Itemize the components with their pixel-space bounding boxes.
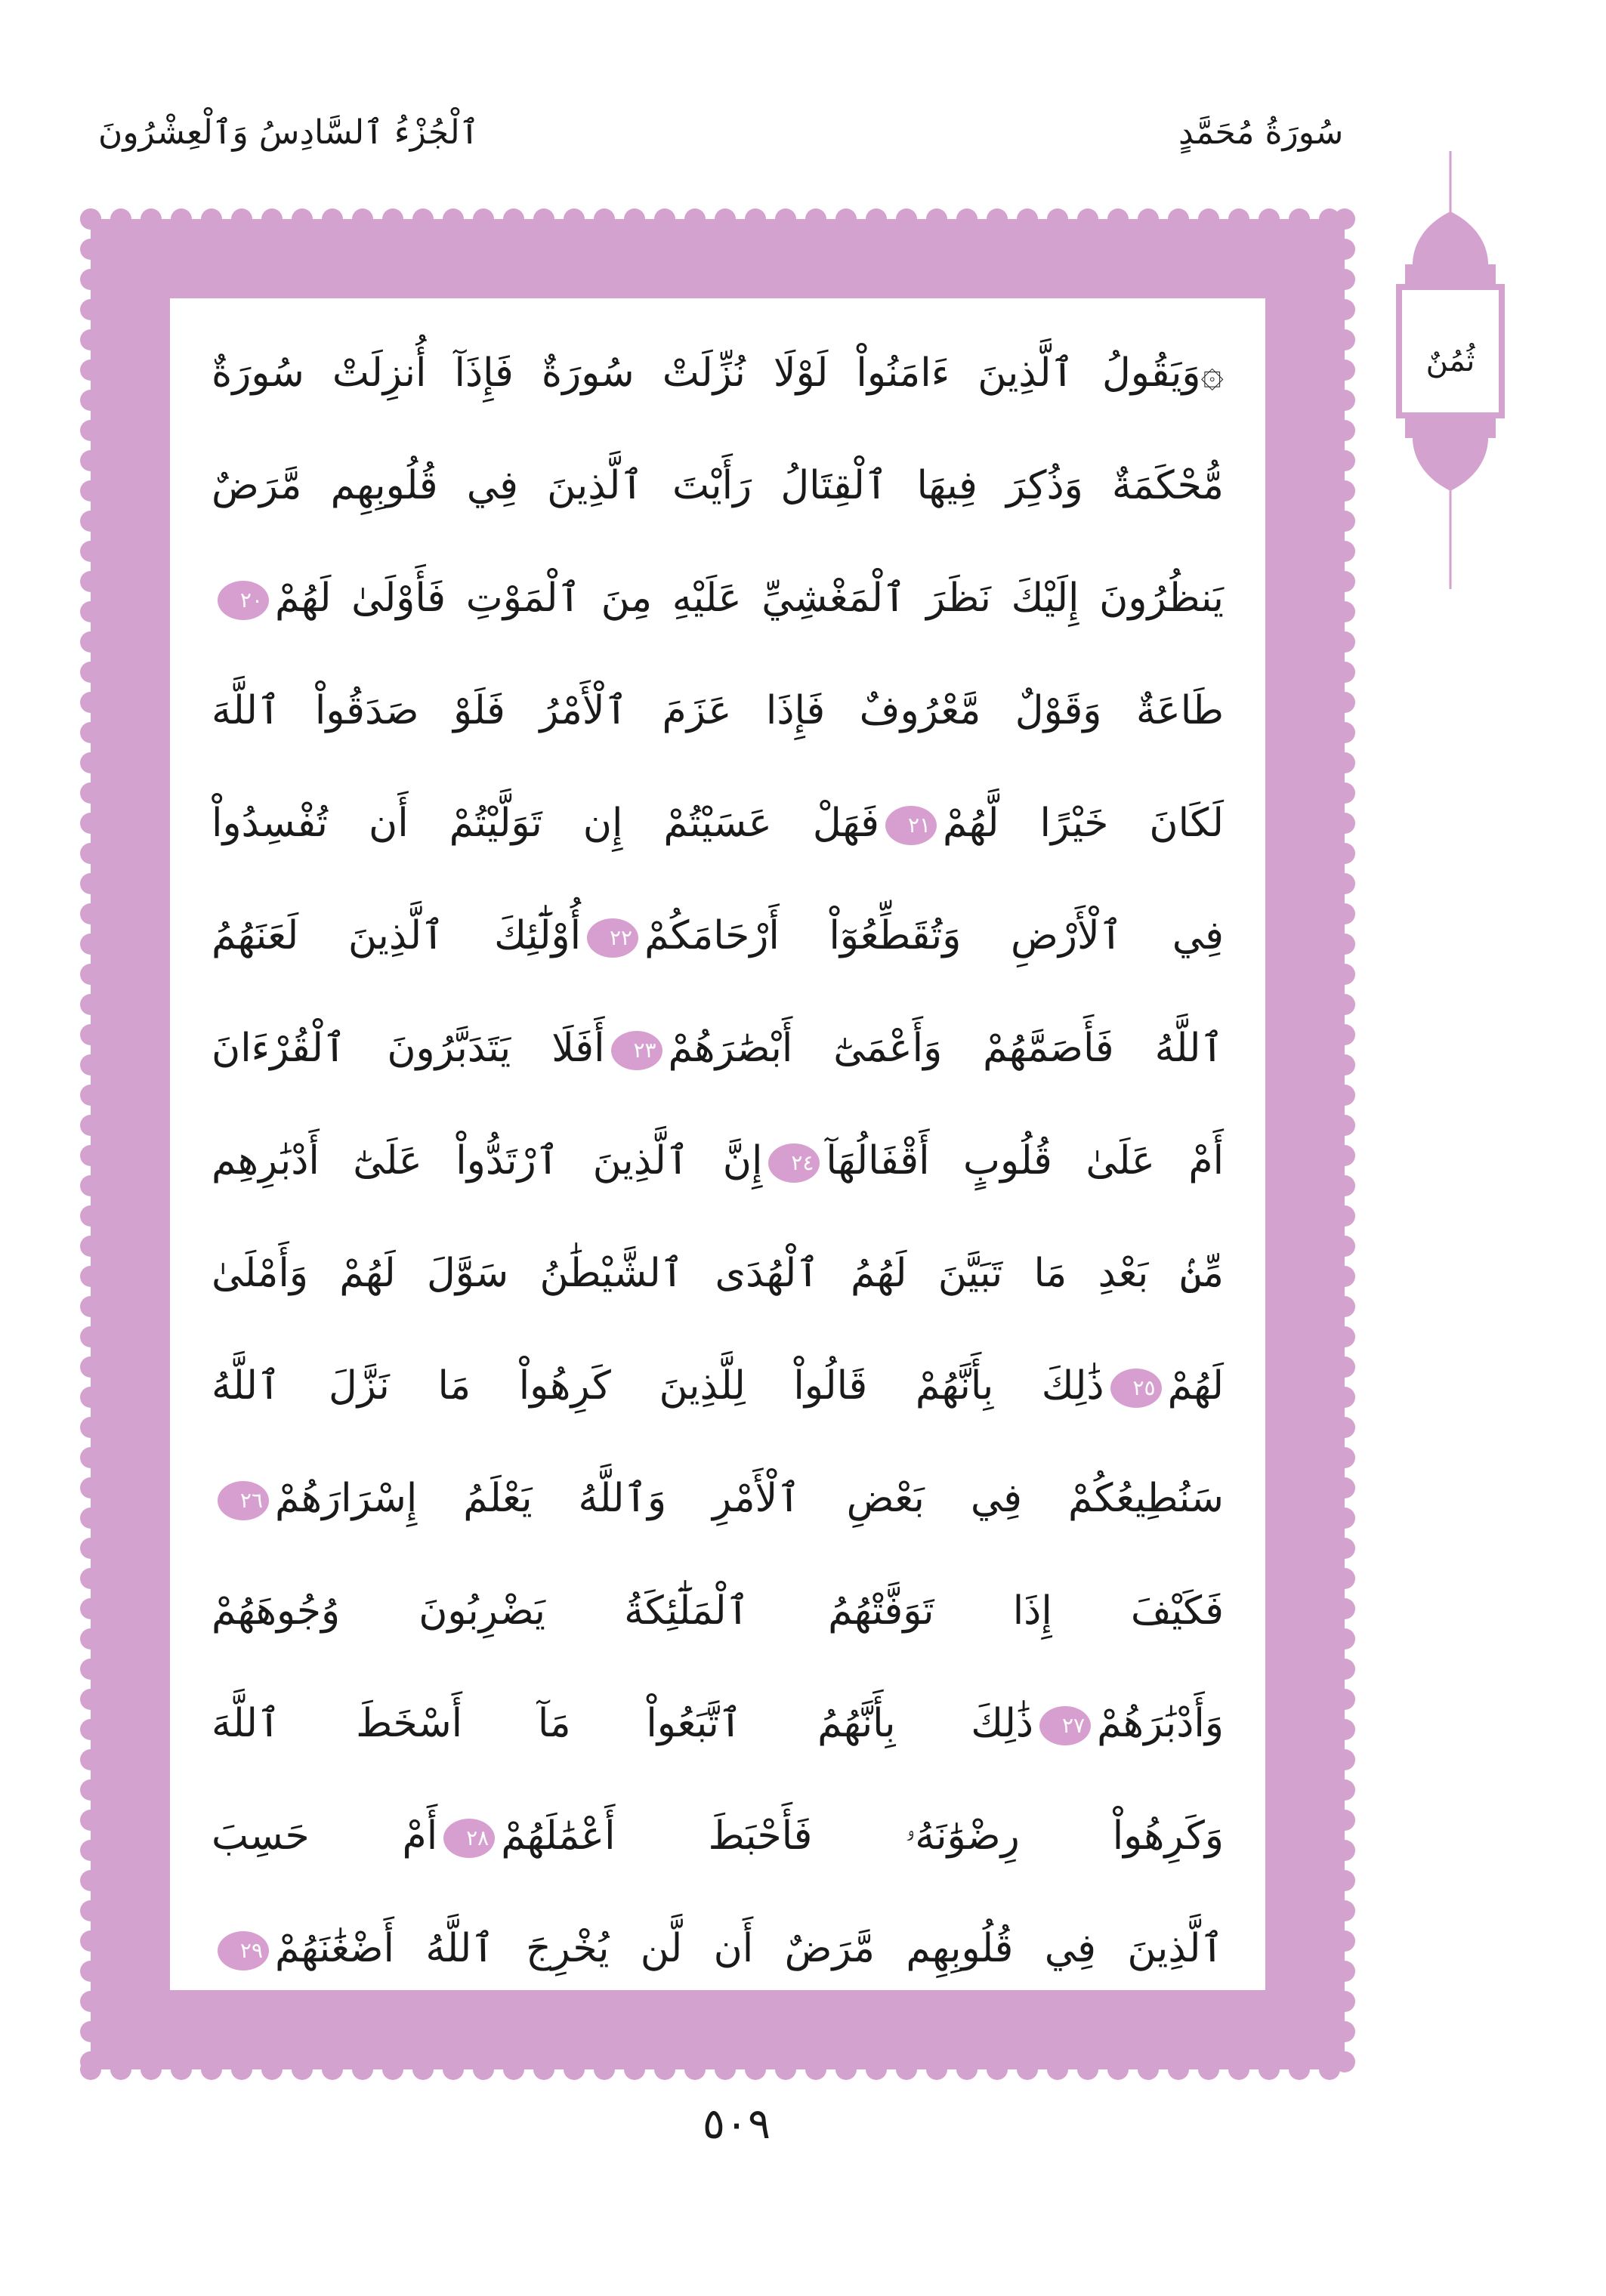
frame-scallop [1334, 1296, 1355, 1317]
frame-scallop [80, 1115, 101, 1136]
frame-scallop [1334, 601, 1355, 622]
frame-scallop [805, 208, 826, 230]
ayah-number-marker: ٢٥ [1110, 1369, 1162, 1408]
frame-scallop [1334, 1991, 1355, 2012]
frame-scallop [594, 208, 615, 230]
ayah-number-marker: ٢٩ [218, 1931, 269, 1970]
frame-scallop [201, 2059, 222, 2080]
frame-scallop [80, 903, 101, 924]
frame-scallop [1334, 843, 1355, 864]
frame-scallop [80, 601, 101, 622]
frame-scallop [533, 208, 554, 230]
frame-scallop [1334, 1085, 1355, 1106]
frame-scallop [1334, 903, 1355, 924]
frame-scallop [80, 813, 101, 834]
frame-scallop [80, 329, 101, 350]
frame-scallop [1334, 1508, 1355, 1529]
verse-text: طَاعَةٌ وَقَوْلٌ مَّعْرُوفٌ فَإِذَا عَزَمَ ٱلْأَمْرُ فَلَوْ صَدَقُواْ ٱللَّهَ [212, 688, 1224, 733]
verse-line [212, 317, 1224, 430]
frame-scallop [775, 2059, 796, 2080]
frame-scallop [80, 1961, 101, 1982]
frame-scallop [1334, 1447, 1355, 1468]
frame-scallop [80, 722, 101, 743]
frame-scallop [80, 208, 101, 230]
frame-scallop [1334, 964, 1355, 985]
frame-scallop [80, 934, 101, 955]
verse-text: يَنظُرُونَ إِلَيْكَ نَظَرَ ٱلْمَغْشِيِّ عَلَيْهِ مِنَ ٱلْمَوْتِ فَأَوْلَىٰ لَهُمْ [275, 576, 1224, 621]
frame-scallop [80, 843, 101, 864]
frame-scallop [80, 1236, 101, 1257]
frame-scallop [1334, 873, 1355, 894]
verse-text: مُّحْكَمَةٌ وَذُكِرَ فِيهَا ٱلْقِتَالُ رَأَيْتَ ٱلَّذِينَ فِي قُلُوبِهِم مَّرَضٌ [212, 463, 1224, 508]
verse-line [212, 1330, 1224, 1443]
frame-scallop [80, 360, 101, 381]
frame-scallop [1334, 994, 1355, 1015]
juz-title: ٱلْجُزْءُ ٱلسَّادِسُ وَٱلْعِشْرُونَ [98, 113, 480, 152]
frame-scallop [292, 208, 313, 230]
verse-text: مِّنۢ بَعْدِ مَا تَبَيَّنَ لَهُمُ ٱلْهُدَى ٱلشَّيْطَٰنُ سَوَّلَ لَهُمْ وَأَمْلَىٰ [212, 1251, 1224, 1296]
ayah-number-marker: ٢٨ [443, 1819, 495, 1858]
frame-scallop [110, 208, 131, 230]
ayah-number-marker: ٢٢ [587, 918, 638, 958]
verse-text: سَنُطِيعُكُمْ فِي بَعْضِ ٱلْأَمْرِ وَٱللَّهُ يَعْلَمُ إِسْرَارَهُمْ [275, 1476, 1224, 1521]
frame-scallop [80, 1477, 101, 1498]
frame-scallop [231, 2059, 252, 2080]
verse-line [212, 992, 1224, 1105]
frame-scallop [1228, 2059, 1249, 2080]
frame-scallop [1334, 390, 1355, 411]
verse-text: ذَٰلِكَ بِأَنَّهُمُ ٱتَّبَعُواْ مَآ أَسْخَطَ ٱللَّهَ [212, 1701, 1034, 1746]
frame-scallop [80, 631, 101, 653]
frame-scallop [80, 662, 101, 683]
frame-scallop [80, 269, 101, 290]
frame-scallop [80, 1356, 101, 1378]
frame-scallop [80, 420, 101, 441]
frame-scallop [1334, 934, 1355, 955]
verse-text: أَمْ حَسِبَ [212, 1813, 438, 1859]
frame-scallop [1198, 2059, 1219, 2080]
verse-line [212, 655, 1224, 767]
frame-scallop [835, 2059, 857, 2080]
ayah-number-marker: ٢٠ [218, 581, 269, 620]
frame-scallop [1259, 2059, 1280, 2080]
frame-scallop [1334, 1356, 1355, 1378]
frame-scallop [80, 1266, 101, 1287]
frame-scallop [80, 239, 101, 260]
frame-scallop [382, 208, 403, 230]
frame-scallop [80, 1568, 101, 1589]
frame-scallop [1138, 208, 1159, 230]
verse-text: لَكَانَ خَيْرًا لَّهُمْ [943, 801, 1225, 846]
frame-scallop [1334, 1024, 1355, 1045]
frame-scallop [956, 208, 977, 230]
frame-scallop [473, 2059, 494, 2080]
frame-scallop [201, 208, 222, 230]
frame-scallop [1334, 1900, 1355, 1921]
frame-scallop [80, 1387, 101, 1408]
ayah-number-marker: ٢٧ [1039, 1706, 1091, 1745]
frame-scallop [80, 1810, 101, 1831]
frame-scallop [80, 1205, 101, 1227]
frame-scallop [110, 2059, 131, 2080]
verse-text: أَمْ عَلَىٰ قُلُوبٍ أَقْفَالُهَآ [826, 1138, 1225, 1183]
frame-scallop [1107, 2059, 1129, 2080]
frame-scallop [80, 752, 101, 773]
frame-scallop [443, 2059, 464, 2080]
frame-scallop [1198, 208, 1219, 230]
frame-scallop [684, 208, 706, 230]
verse-text: ٱلَّذِينَ فِي قُلُوبِهِم مَّرَضٌ أَن لَّن يُخْرِجَ ٱللَّهُ أَضْغَٰنَهُمْ [275, 1926, 1224, 1971]
frame-scallop [1334, 1779, 1355, 1801]
verse-text: ۞وَيَقُولُ ٱلَّذِينَ ءَامَنُواْ لَوْلَا نُزِّلَتْ سُورَةٌ فَإِذَآ أُنزِلَتْ سُورَةٌ [212, 350, 1224, 396]
frame-scallop [261, 2059, 283, 2080]
frame-scallop [1334, 299, 1355, 320]
frame-scallop [1334, 329, 1355, 350]
frame-scallop [1289, 2059, 1310, 2080]
frame-scallop [1077, 208, 1098, 230]
frame-scallop [1334, 571, 1355, 592]
frame-scallop [624, 2059, 645, 2080]
frame-scallop [80, 1689, 101, 1710]
frame-scallop [1334, 1749, 1355, 1770]
frame-scallop [1334, 662, 1355, 683]
frame-scallop [80, 1447, 101, 1468]
frame-scallop [533, 2059, 554, 2080]
frame-scallop [80, 1840, 101, 1861]
frame-scallop [80, 964, 101, 985]
frame-scallop [412, 208, 434, 230]
frame-scallop [1334, 1266, 1355, 1287]
frame-scallop [896, 208, 917, 230]
frame-scallop [1334, 1659, 1355, 1680]
frame-scallop [80, 299, 101, 320]
verse-line [212, 1105, 1224, 1217]
frame-scallop [1017, 2059, 1038, 2080]
frame-scallop [80, 480, 101, 501]
frame-scallop [1334, 1145, 1355, 1166]
verse-line [212, 1443, 1224, 1555]
frame-scallop [80, 1991, 101, 2012]
frame-scallop [624, 208, 645, 230]
frame-scallop [171, 2059, 192, 2080]
frame-scallop [1334, 813, 1355, 834]
frame-scallop [1334, 782, 1355, 804]
frame-scallop [80, 1024, 101, 1045]
frame-scallop [1334, 1598, 1355, 1619]
frame-scallop [80, 1900, 101, 1921]
frame-scallop [1047, 2059, 1068, 2080]
frame-scallop [1334, 208, 1355, 230]
frame-scallop [684, 2059, 706, 2080]
frame-scallop [1334, 1538, 1355, 1559]
frame-scallop [80, 1930, 101, 1952]
frame-scallop [896, 2059, 917, 2080]
page-number: ٥٠٩ [702, 2100, 771, 2149]
frame-scallop [261, 208, 283, 230]
frame-scallop [352, 2059, 373, 2080]
frame-scallop [80, 1659, 101, 1680]
frame-scallop [1107, 208, 1129, 230]
surah-title: سُورَةُ مُحَمَّدٍ [1178, 113, 1344, 152]
frame-scallop [956, 2059, 977, 2080]
frame-scallop [503, 2059, 524, 2080]
verse-text: أُوْلَٰٓئِكَ ٱلَّذِينَ لَعَنَهُمُ [212, 913, 582, 958]
frame-scallop [1334, 1326, 1355, 1347]
frame-scallop [654, 208, 675, 230]
verse-text: ذَٰلِكَ بِأَنَّهُمْ قَالُواْ لِلَّذِينَ كَرِهُواْ مَا نَزَّلَ ٱللَّهُ [212, 1363, 1104, 1409]
verse-line [212, 1780, 1224, 1893]
frame-scallop [1334, 239, 1355, 260]
frame-scallop [80, 994, 101, 1015]
frame-scallop [80, 390, 101, 411]
frame-scallop [1334, 1870, 1355, 1891]
verse-line [212, 767, 1224, 880]
frame-scallop [1334, 2051, 1355, 2072]
frame-scallop [1334, 1840, 1355, 1861]
frame-scallop [80, 873, 101, 894]
frame-scallop [80, 1175, 101, 1196]
frame-scallop [1047, 208, 1068, 230]
frame-scallop [80, 1508, 101, 1529]
frame-scallop [1334, 1236, 1355, 1257]
frame-scallop [80, 1628, 101, 1649]
ayah-number-marker: ٢٤ [768, 1143, 820, 1183]
frame-scallop [1334, 631, 1355, 653]
frame-scallop [141, 2059, 162, 2080]
frame-scallop [80, 1779, 101, 1801]
frame-scallop [866, 2059, 887, 2080]
frame-scallop [987, 208, 1008, 230]
verse-text: وَكَرِهُواْ رِضْوَٰنَهُۥ فَأَحْبَطَ أَعْمَٰلَهُمْ [501, 1813, 1225, 1859]
frame-scallop [987, 2059, 1008, 2080]
verse-text: فِي ٱلْأَرْضِ وَتُقَطِّعُوٓاْ أَرْحَامَكُمْ [644, 913, 1224, 958]
frame-scallop [322, 2059, 343, 2080]
frame-scallop [231, 208, 252, 230]
verse-text: لَهُمْ [1167, 1363, 1224, 1409]
frame-scallop [80, 2051, 101, 2072]
verse-text: ٱللَّهُ فَأَصَمَّهُمْ وَأَعْمَىٰٓ أَبْصَٰرَهُمْ [668, 1026, 1224, 1071]
verse-lines [212, 317, 1224, 2005]
frame-scallop [1334, 1961, 1355, 1982]
frame-scallop [1334, 541, 1355, 562]
frame-scallop [1289, 208, 1310, 230]
frame-scallop [775, 208, 796, 230]
frame-scallop [292, 2059, 313, 2080]
frame-scallop [80, 1085, 101, 1106]
frame-scallop [80, 1326, 101, 1347]
frame-scallop [1334, 511, 1355, 532]
frame-scallop [1334, 722, 1355, 743]
frame-scallop [835, 208, 857, 230]
verse-text: فَكَيْفَ إِذَا تَوَفَّتْهُمُ ٱلْمَلَٰٓئِكَةُ يَضْرِبُونَ وُجُوهَهُمْ [212, 1588, 1224, 1634]
verse-line [212, 430, 1224, 542]
frame-scallop [80, 1417, 101, 1438]
frame-scallop [1077, 2059, 1098, 2080]
verse-line [212, 1555, 1224, 1668]
frame-scallop [1259, 208, 1280, 230]
frame-scallop [1138, 2059, 1159, 2080]
frame-scallop [866, 208, 887, 230]
verse-text: أَفَلَا يَتَدَبَّرُونَ ٱلْقُرْءَانَ [212, 1026, 605, 1071]
frame-scallop [594, 2059, 615, 2080]
frame-scallop [1334, 1719, 1355, 1740]
frame-scallop [926, 208, 947, 230]
frame-scallop [1334, 692, 1355, 713]
verse-text: إِنَّ ٱلَّذِينَ ٱرْتَدُّواْ عَلَىٰٓ أَدْبَٰرِهِم [212, 1138, 763, 1183]
frame-scallop [80, 1598, 101, 1619]
frame-scallop [473, 208, 494, 230]
frame-scallop [1334, 1417, 1355, 1438]
frame-scallop [1334, 1628, 1355, 1649]
frame-scallop [503, 208, 524, 230]
frame-scallop [443, 208, 464, 230]
verse-line [212, 1217, 1224, 1330]
frame-scallop [80, 782, 101, 804]
frame-scallop [1334, 269, 1355, 290]
frame-scallop [1334, 1477, 1355, 1498]
frame-scallop [715, 2059, 736, 2080]
frame-scallop [1334, 2021, 1355, 2042]
frame-scallop [564, 208, 585, 230]
ayah-number-marker: ٢١ [885, 806, 937, 845]
frame-scallop [1334, 480, 1355, 501]
frame-scallop [1017, 208, 1038, 230]
frame-scallop [745, 208, 766, 230]
frame-scallop [412, 2059, 434, 2080]
frame-scallop [654, 2059, 675, 2080]
frame-scallop [80, 692, 101, 713]
verse-line [212, 542, 1224, 655]
hizb-label: ثُمُنٌ [1425, 344, 1475, 378]
frame-scallop [80, 1054, 101, 1075]
frame-scallop [382, 2059, 403, 2080]
ayah-number-marker: ٢٦ [218, 1481, 269, 1520]
frame-scallop [1168, 208, 1189, 230]
frame-scallop [1334, 420, 1355, 441]
frame-scallop [80, 1145, 101, 1166]
frame-scallop [80, 1719, 101, 1740]
frame-scallop [80, 1870, 101, 1891]
verse-line [212, 880, 1224, 992]
frame-scallop [80, 1749, 101, 1770]
frame-scallop [80, 1538, 101, 1559]
frame-scallop [352, 208, 373, 230]
verse-text: فَهَلْ عَسَيْتُمْ إِن تَوَلَّيْتُمْ أَن تُفْسِدُواْ [212, 801, 880, 846]
frame-scallop [1334, 1568, 1355, 1589]
frame-scallop [80, 571, 101, 592]
frame-scallop [1334, 450, 1355, 471]
frame-scallop [80, 1296, 101, 1317]
frame-scallop [80, 541, 101, 562]
frame-scallop [715, 208, 736, 230]
frame-scallop [1334, 1387, 1355, 1408]
frame-scallop [1334, 1810, 1355, 1831]
frame-scallop [1334, 1930, 1355, 1952]
frame-scallop [1334, 752, 1355, 773]
frame-scallop [80, 511, 101, 532]
frame-scallop [1334, 1175, 1355, 1196]
verse-line [212, 1893, 1224, 2005]
frame-scallop [1334, 1205, 1355, 1227]
frame-scallop [564, 2059, 585, 2080]
frame-scallop [1334, 1054, 1355, 1075]
frame-scallop [1334, 1115, 1355, 1136]
frame-scallop [322, 208, 343, 230]
frame-scallop [926, 2059, 947, 2080]
verse-line [212, 1668, 1224, 1780]
frame-scallop [1228, 208, 1249, 230]
frame-scallop [1334, 360, 1355, 381]
frame-scallop [141, 208, 162, 230]
frame-scallop [805, 2059, 826, 2080]
verse-text: وَأَدْبَٰرَهُمْ [1097, 1701, 1224, 1746]
frame-scallop [1334, 1689, 1355, 1710]
ayah-number-marker: ٢٣ [611, 1031, 662, 1070]
frame-scallop [80, 450, 101, 471]
frame-scallop [1168, 2059, 1189, 2080]
frame-scallop [745, 2059, 766, 2080]
frame-scallop [171, 208, 192, 230]
frame-scallop [80, 2021, 101, 2042]
